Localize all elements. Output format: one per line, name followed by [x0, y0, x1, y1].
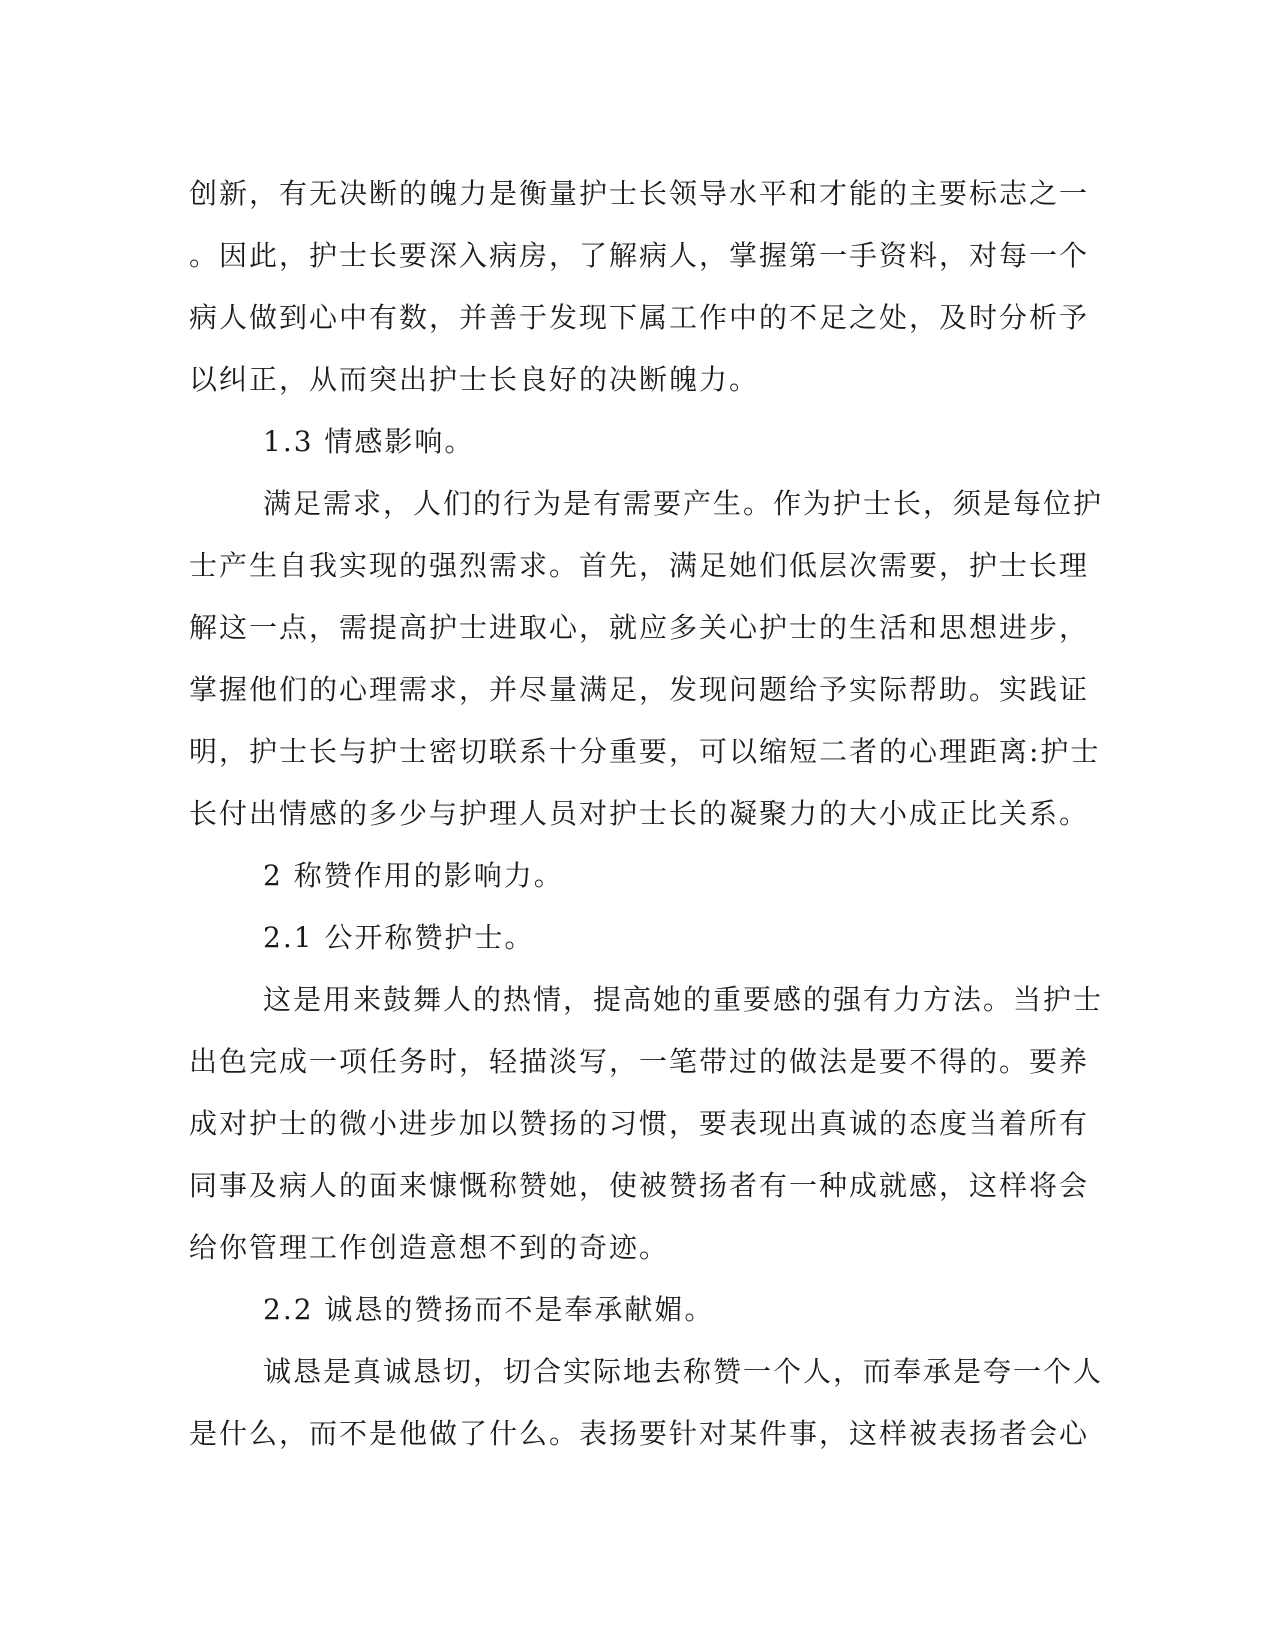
section-heading: 2.2 诚恳的赞扬而不是奉承献媚。 [263, 1293, 715, 1326]
text-line: 给你管理工作创造意想不到的奇迹。 [189, 1231, 670, 1264]
text-line: 。因此，护士长要深入病房，了解病人，掌握第一手资料，对每一个 [189, 239, 1090, 272]
text-line: 满足需求，人们的行为是有需要产生。作为护士长，须是每位护 [263, 487, 1104, 520]
text-line: 同事及病人的面来慷慨称赞她，使被赞扬者有一种成就感，这样将会 [189, 1169, 1090, 1202]
text-line: 士产生自我实现的强烈需求。首先，满足她们低层次需要，护士长理 [189, 549, 1090, 582]
text-line: 这是用来鼓舞人的热情，提高她的重要感的强有力方法。当护士 [263, 983, 1104, 1016]
text-line: 诚恳是真诚恳切，切合实际地去称赞一个人，而奉承是夸一个人 [263, 1355, 1104, 1388]
text-line: 出色完成一项任务时，轻描淡写，一笔带过的做法是要不得的。要养 [189, 1045, 1090, 1078]
text-line: 掌握他们的心理需求，并尽量满足，发现问题给予实际帮助。实践证 [189, 673, 1090, 706]
text-line: 创新，有无决断的魄力是衡量护士长领导水平和才能的主要标志之一 [189, 177, 1090, 210]
text-line: 明，护士长与护士密切联系十分重要，可以缩短二者的心理距离:护士 [189, 735, 1101, 768]
section-heading: 2 称赞作用的影响力。 [263, 859, 564, 892]
document-body [189, 163, 1104, 1465]
text-line: 是什么，而不是他做了什么。表扬要针对某件事，这样被表扬者会心 [189, 1417, 1090, 1450]
text-line: 以纠正，从而突出护士长良好的决断魄力。 [189, 363, 760, 396]
section-heading: 1.3 情感影响。 [263, 425, 475, 458]
section-heading: 2.1 公开称赞护士。 [263, 921, 535, 954]
text-line: 长付出情感的多少与护理人员对护士长的凝聚力的大小成正比关系。 [189, 797, 1090, 830]
text-line: 解这一点，需提高护士进取心，就应多关心护士的生活和思想进步， [189, 611, 1090, 644]
text-line: 病人做到心中有数，并善于发现下属工作中的不足之处，及时分析予 [189, 301, 1090, 334]
text-line: 成对护士的微小进步加以赞扬的习惯，要表现出真诚的态度当着所有 [189, 1107, 1090, 1140]
